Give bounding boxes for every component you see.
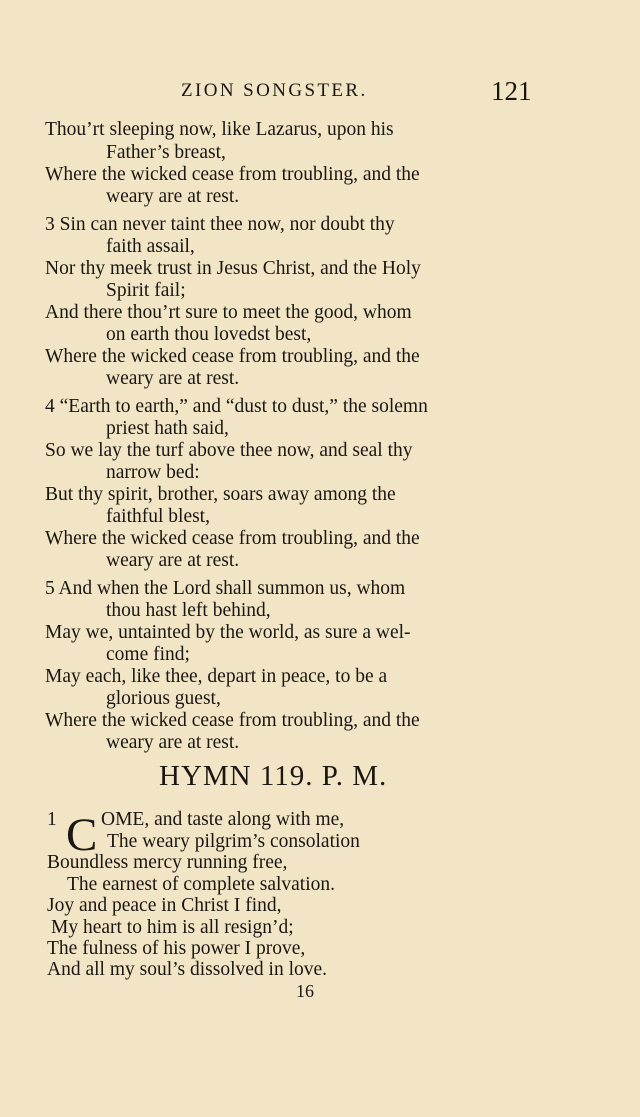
hymn-line: Boundless mercy running free, xyxy=(47,852,288,873)
hymn-line: So we lay the turf above thee now, and seal thy xyxy=(45,440,413,461)
hymn-line: My heart to him is all resign’d; xyxy=(51,917,294,938)
hymn-heading: HYMN 119. P. M. xyxy=(159,760,388,792)
hymn-line: 3 Sin can never taint thee now, nor doubt thy xyxy=(45,214,395,235)
hymn-line: narrow bed: xyxy=(106,462,200,483)
hymn-line: The fulness of his power I prove, xyxy=(47,938,306,959)
hymn-line: on earth thou lovedst best, xyxy=(106,324,312,345)
hymn-line: weary are at rest. xyxy=(106,186,240,207)
hymn-line: But thy spirit, brother, soars away among the xyxy=(45,484,396,505)
drop-cap: C xyxy=(66,809,98,861)
hymn-line: The weary pilgrim’s consolation xyxy=(107,831,360,852)
hymn-line: weary are at rest. xyxy=(106,550,240,571)
verse-number: 1 xyxy=(47,809,57,830)
hymn-line: May each, like thee, depart in peace, to be a xyxy=(45,666,388,687)
hymn-line: The earnest of complete salvation. xyxy=(67,874,336,895)
hymn-line: OME, and taste along with me, xyxy=(101,809,345,830)
hymn-line: Where the wicked cease from troubling, and the xyxy=(45,164,420,185)
hymn-line: May we, untainted by the world, as sure a wel- xyxy=(45,622,411,643)
hymn-line: Where the wicked cease from troubling, and the xyxy=(45,346,420,367)
hymn-line: Where the wicked cease from troubling, and the xyxy=(45,710,420,731)
hymn-line: thou hast left behind, xyxy=(106,600,271,621)
hymn-line: Where the wicked cease from troubling, and the xyxy=(45,528,420,549)
hymn-line: priest hath said, xyxy=(106,418,229,439)
hymn-line: And there thou’rt sure to meet the good, whom xyxy=(45,302,412,323)
hymn-line: 5 And when the Lord shall summon us, whom xyxy=(45,578,406,599)
page-number: 121 xyxy=(491,76,532,106)
hymn-line: faith assail, xyxy=(106,236,195,257)
hymn-line: Nor thy meek trust in Jesus Christ, and the Holy xyxy=(45,258,421,279)
hymn-line: Father’s breast, xyxy=(106,142,226,163)
signature-mark: 16 xyxy=(296,981,314,1001)
hymn-line: Joy and peace in Christ I find, xyxy=(47,895,282,916)
hymn-line: Spirit fail; xyxy=(106,280,186,301)
hymn-line: glorious guest, xyxy=(106,688,221,709)
hymn-line: And all my soul’s dissolved in love. xyxy=(47,959,328,980)
hymn-line: faithful blest, xyxy=(106,506,210,527)
hymn-line: Thou’rt sleeping now, like Lazarus, upon his xyxy=(45,119,394,140)
hymn-line: weary are at rest. xyxy=(106,732,240,753)
hymn-line: 4 “Earth to earth,” and “dust to dust,” the solemn xyxy=(45,396,428,417)
hymn-line: come find; xyxy=(106,644,190,665)
hymn-line: weary are at rest. xyxy=(106,368,240,389)
running-head xyxy=(0,76,640,110)
running-title: ZION SONGSTER. xyxy=(181,80,368,101)
